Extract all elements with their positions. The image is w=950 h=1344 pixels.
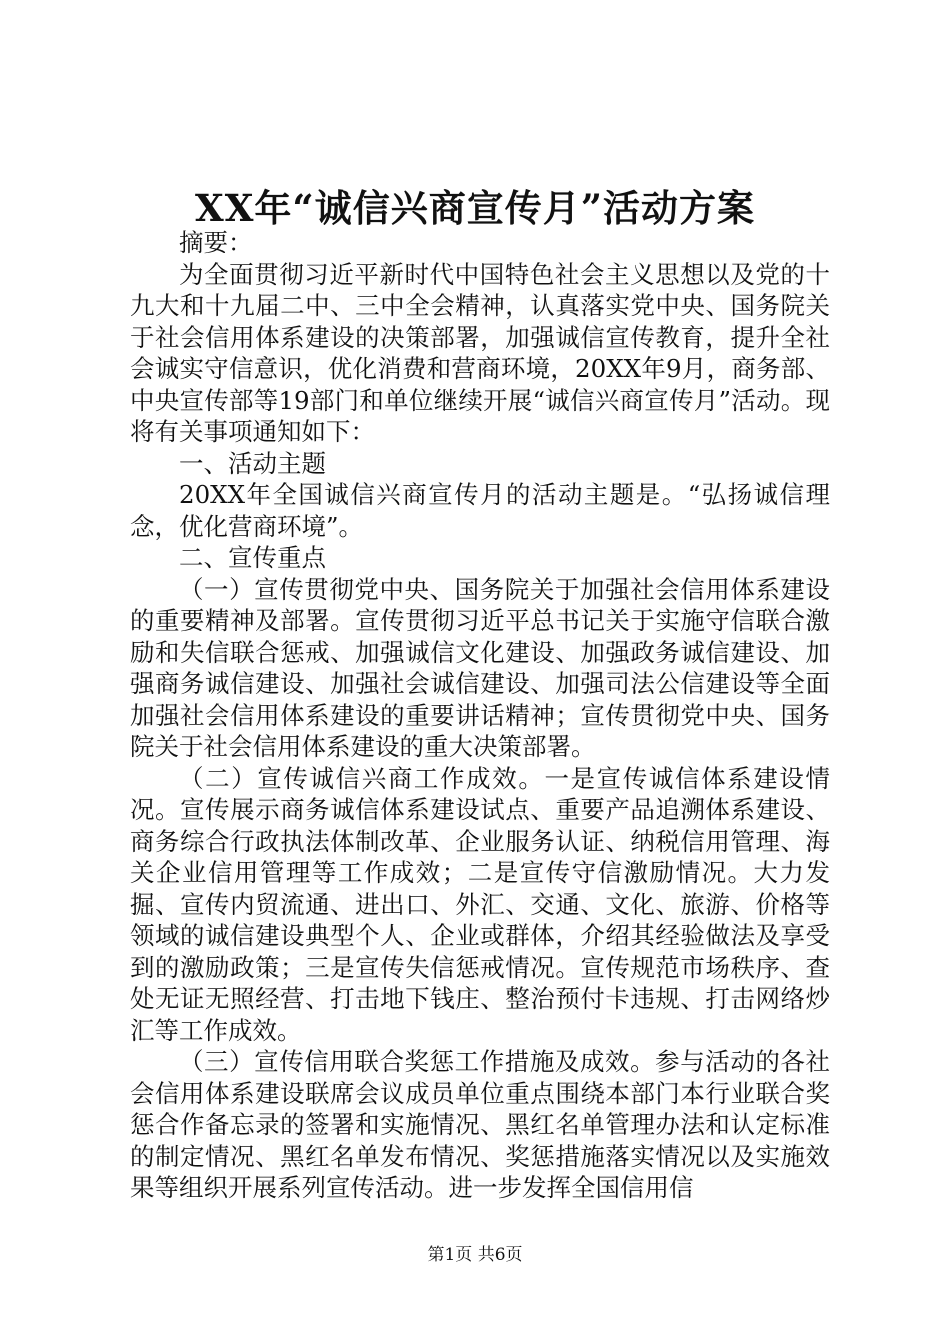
section-heading-focus: 二、宣传重点: [179, 543, 326, 572]
page-number: 第1页 共6页: [427, 1245, 523, 1265]
section-heading-theme: 一、活动主题: [179, 448, 326, 478]
focus-paragraph-1: （一）宣传贯彻党中央、国务院关于加强社会信用体系建设的重要精神及部署。宣传贯彻习近平总书记关于实施守信联合激励和失信联合惩戒、加强诚信文化建设、加强政务诚信建设、加强商务诚信建设、加强社会诚信建设、加强司法公信建设等全面加强社会信用体系建设的重要讲话精神；宣传贯彻党中央、国务院关于社会信用体系建设的重大决策部署。: [130, 574, 830, 761]
focus-paragraph-3: （三）宣传信用联合奖惩工作措施及成效。参与活动的各社会信用体系建设联席会议成员单位重点围绕本部门本行业联合奖惩合作备忘录的签署和实施情况、黑红名单管理办法和认定标准的制定情况、黑红名单发布情况、奖惩措施落实情况以及实施效果等组织开展系列宣传活动。进一步发挥全国信用信: [130, 1047, 830, 1202]
document-title: XX年“诚信兴商宣传月”活动方案: [195, 186, 755, 230]
abstract-label: 摘要：: [179, 228, 253, 257]
theme-paragraph: 20XX年全国诚信兴商宣传月的活动主题是。“弘扬诚信理念，优化营商环境”。: [130, 480, 830, 541]
intro-paragraph: 为全面贯彻习近平新时代中国特色社会主义思想以及党的十九大和十九届二中、三中全会精神，认真落实党中央、国务院关于社会信用体系建设的决策部署，加强诚信宣传教育，提升全社会诚实守信意识，优化消费和营商环境，20XX年9月，商务部、中央宣传部等19部门和单位继续开展“诚信兴商宣传月”活动。现将有关事项通知如下：: [130, 259, 830, 446]
focus-paragraph-2: （二）宣传诚信兴商工作成效。一是宣传诚信体系建设情况。宣传展示商务诚信体系建设试点、重要产品追溯体系建设、商务综合行政执法体制改革、企业服务认证、纳税信用管理、海关企业信用管理等工作成效；二是宣传守信激励情况。大力发掘、宣传内贸流通、进出口、外汇、交通、文化、旅游、价格等领域的诚信建设典型个人、企业或群体，介绍其经验做法及享受到的激励政策；三是宣传失信惩戒情况。宣传规范市场秩序、查处无证无照经营、打击地下钱庄、整治预付卡违规、打击网络炒汇等工作成效。: [130, 763, 830, 1045]
document-body: [130, 227, 830, 1204]
